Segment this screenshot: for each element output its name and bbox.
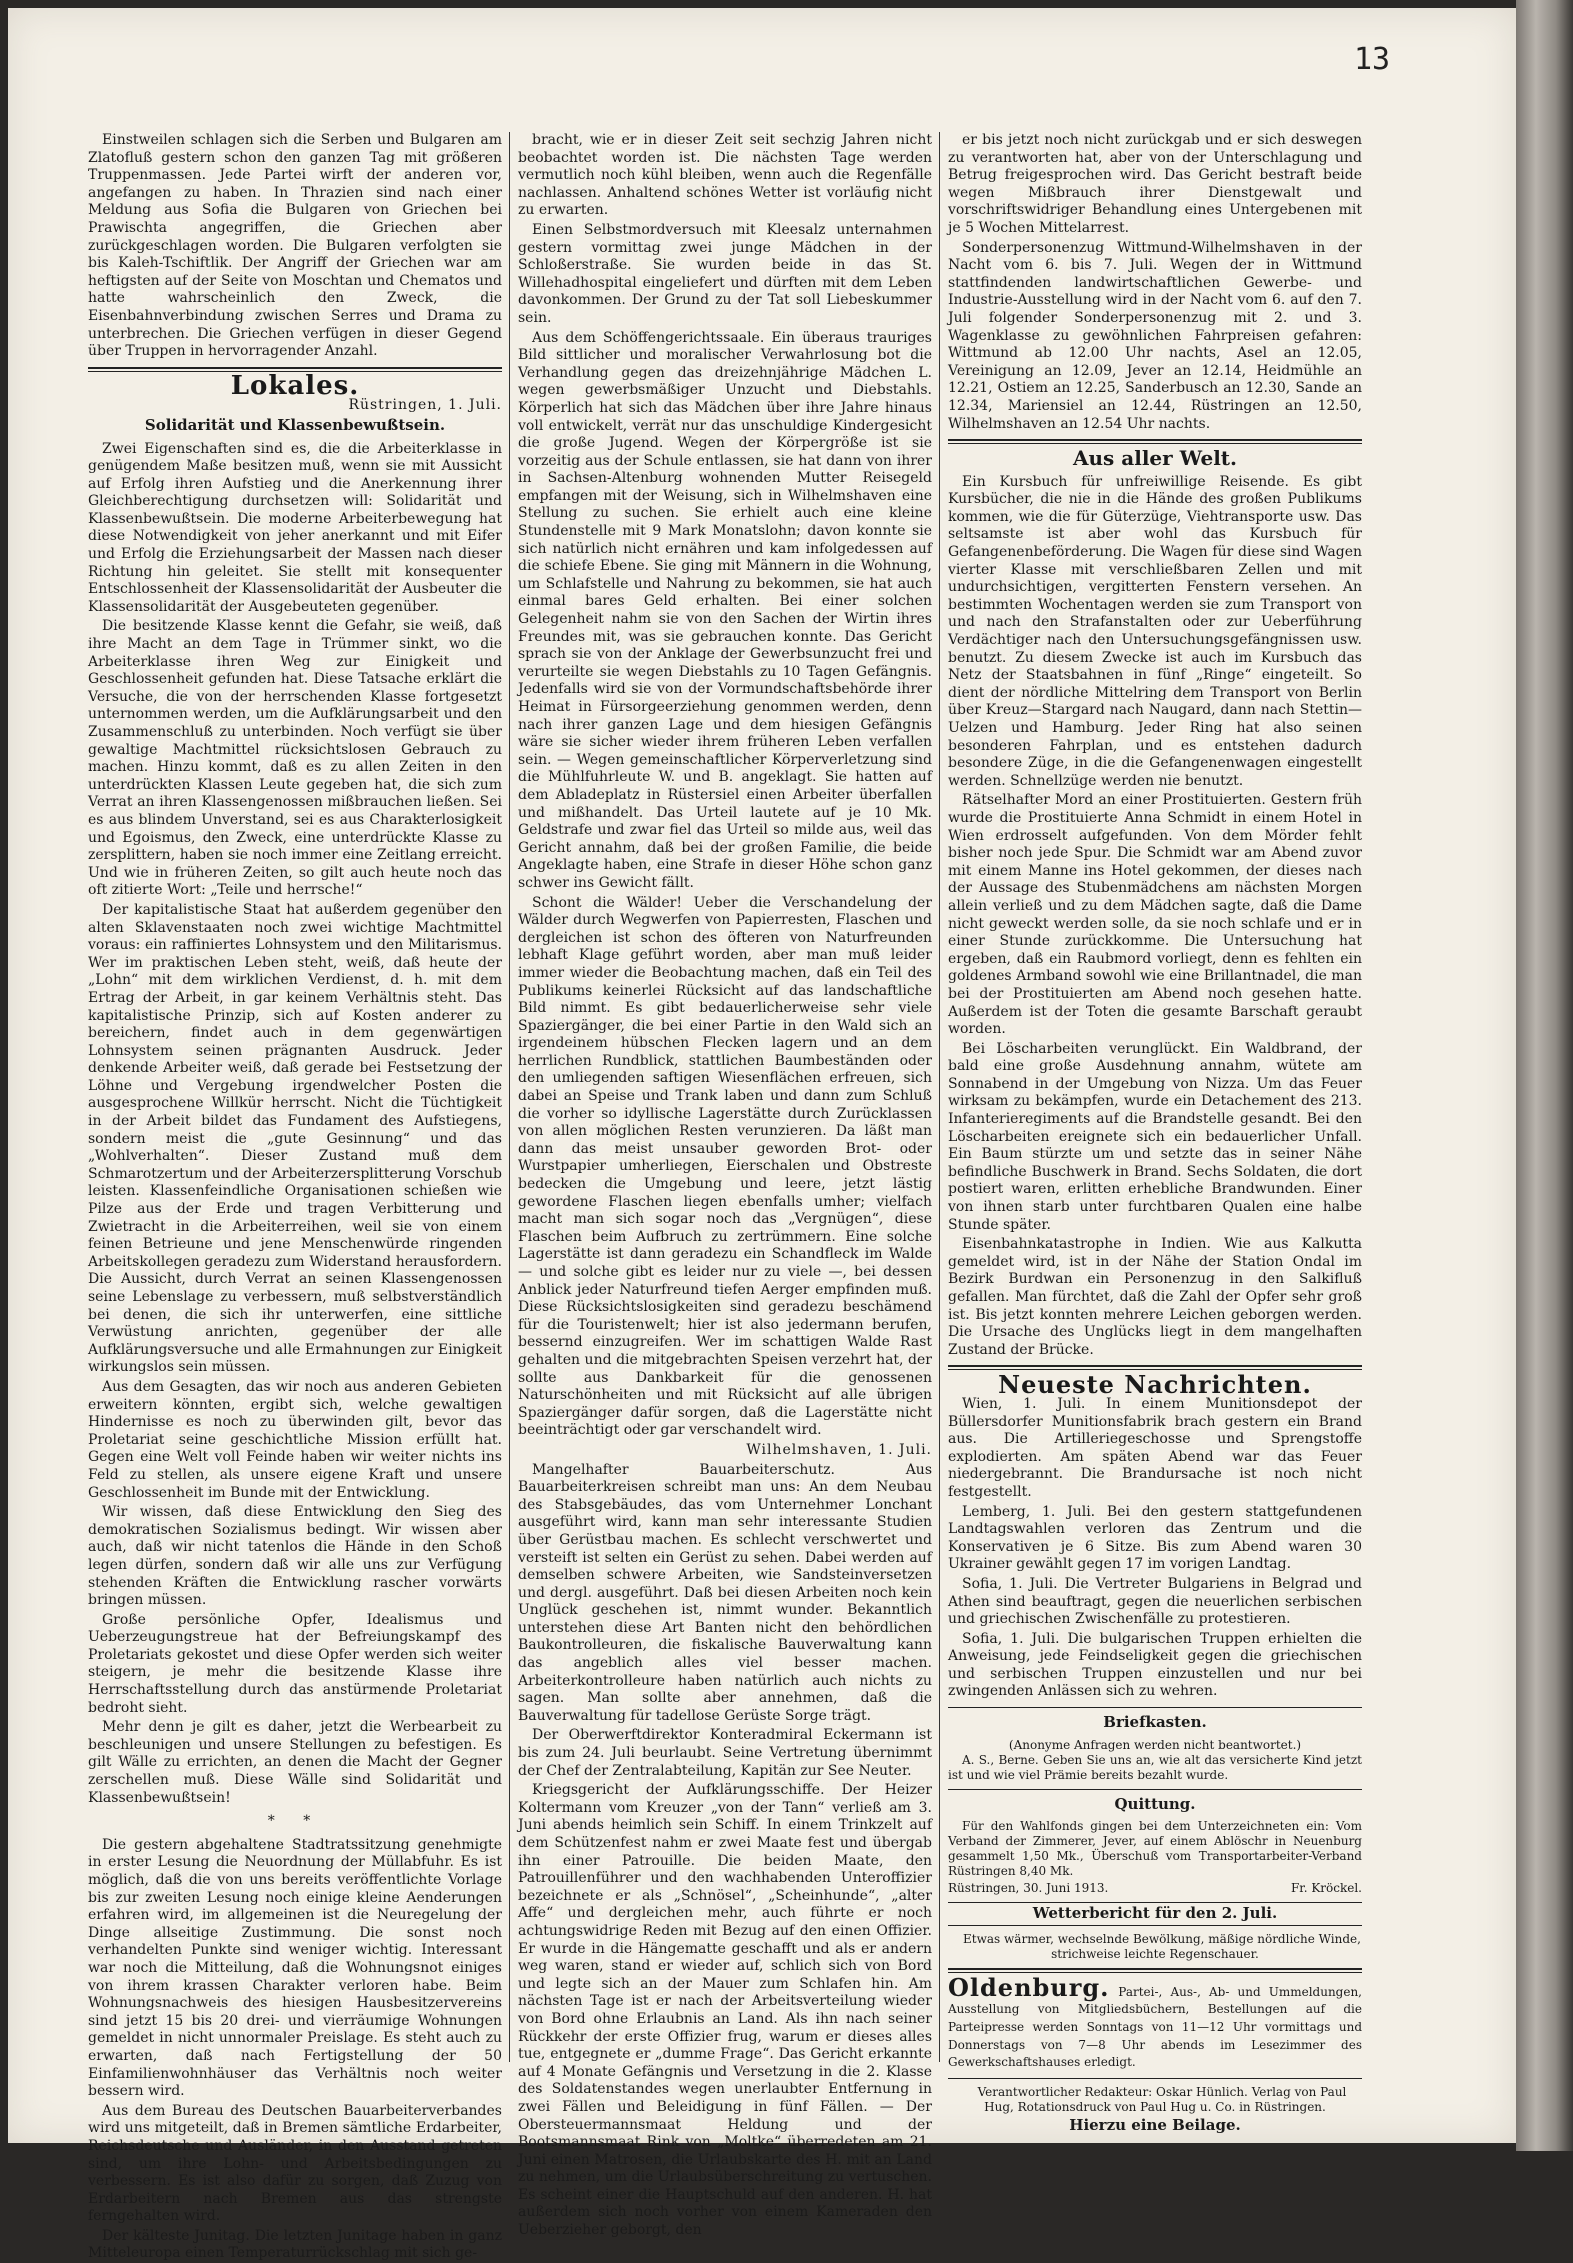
supplement-note: Hierzu eine Beilage. xyxy=(1069,2115,1241,2134)
columns xyxy=(88,132,1388,2262)
news-item-bauarbeiterschutz: Mangelhafter Bauarbeiterschutz. Aus Bauarbeiterkreisen schreibt man uns: An dem Neubau des Stabsgebäudes, das vom Unternehmer Lonchant ausgeführt wird, kann man sehr interessante Studien über Gerüstbau machen. Es schlecht verschwertet und versteift ist selten ein Gerüst zu sehen. Dabei werden auf demselben schwere Arbeiten, wie Sandsteinversetzen und dergl. ausgeführt. Daß bei diesen Arbeiten noch kein Unglück geschehen ist, nimmt wunder. Bekanntlich unterstehen diese Art Banten nicht den behördlichen Baukontrolleuren, die fiskalische Bauverwaltung kann das angeblich alles viel besser machen. Arbeiterkontrolleure haben natürlich auch nichts zu sagen. Man sollte aber annehmen, daß die Bauverwaltung für tadellose Gerüste Sorge trägt. xyxy=(518,1461,932,1724)
news-item-sofia: Sofia, 1. Juli. Die Vertreter Bulgariens in Belgrad und Athen sind beauftragt, gegen die neuerlichen serbischen und griechischen Zwischenfälle zu protestieren. xyxy=(948,1575,1362,1628)
news-item-bauarbeiter: Aus dem Bureau des Deutschen Bauarbeiterverbandes wird uns mitgeteilt, daß in Bremen sämtliche Erdarbeiter, Reichsdeutsche und Ausländer, in den Ausstand getreten sind, um ihre Lohn- und Arbeitsbedingungen zu verbessern. Es ist also dafür zu sorgen, daß Zuzug von Erdarbeitern nach Bremen aus das strengste ferngehalten wird. xyxy=(88,2102,502,2225)
news-item-lemberg: Lemberg, 1. Juli. Bei den gestern stattgefundenen Landtagswahlen verloren das Zentrum und die Konservativen je 6 Sitze. Bis zum Abend waren 30 Ukrainer gewählt gegen 17 im vorigen Landtag. xyxy=(948,1503,1362,1573)
column-1 xyxy=(88,132,502,2262)
section-heading-lokales: Lokales. xyxy=(230,370,360,401)
section-heading-neueste: Neueste Nachrichten. xyxy=(998,1370,1312,1400)
quittung-place: Rüstringen, 30. Juni 1913. xyxy=(948,1881,1109,1896)
article-paragraph: Aus dem Gesagten, das wir noch aus anderen Gebieten erweitern könnten, ergibt sich, welche gewaltigen Hindernisse es noch zu überwinden gilt, bevor das Proletariat seine geschichtliche Mission erfüllt hat. Gegen eine Welt voll Feinde haben wir weiter nichts ins Feld zu stellen, als unsere eigene Kraft und unsere Geschlossenheit im Bunde mit der Entwicklung. xyxy=(88,1378,502,1501)
news-item-continued: er bis jetzt noch nicht zurückgab und er sich deswegen zu verantworten hat, aber von der Unterschlagung und Betrug freigesprochen wird. Das Gericht bestraft beide wegen Mißbrauch ihrer Dienstgewalt und vorschriftswidriger Behandlung eines Untergebenen mit je 5 Wochen Mittelarrest. xyxy=(948,132,1362,236)
oldenburg-notice xyxy=(948,1972,1362,2072)
divider xyxy=(948,1707,1362,1708)
article-paragraph: Wir wissen, daß diese Entwicklung den Sieg des demokratischen Sozialismus bedingt. Wir wissen aber auch, daß wir nicht tatenlos die Hände in den Schoß legen dürfen, sondern daß wir alle uns zur Verfügung stehenden Kräften die Entwicklung rascher vorwärts bringen müssen. xyxy=(88,1504,502,1609)
separator-stars: * * xyxy=(267,1813,323,1830)
notice-text: Partei-, Aus-, Ab- und Ummeldungen, Ausstellung von Mitgliedsbüchern, Bestellungen auf die Parteipresse werden Sonntags von 11—12 Uhr vormittags und Donnerstags von 7—8 Uhr abends im Lesezimmer des Gewerkschaftshauses erledigt. xyxy=(948,1984,1362,2070)
news-item-kriegsgericht: Kriegsgericht der Aufklärungsschiffe. Der Heizer Koltermann vom Kreuzer „von der Tann“ verließ am 3. Juni abends heimlich sein Schiff. In einem Trinkzelt auf dem Schützenfest nahm er zwei Maate fest und übergab ihn einer Patrouille. Die beiden Maate, den Patrouillenführer und den wachhabenden Unteroffizier bezeichnete er als „Schnösel“, „Scheinhunde“, „alter Affe“ und dergleichen mehr, auch führte er noch achtungswidrige Reden mit Bezug auf den einen Offizier. Er wurde in die Hängematte geschafft und als er andern weg waren, stand er wieder auf, schlich sich von Bord und legte sich an der Mauer zum Schlafen hin. Am nächsten Tage ist er nach der Arbeitsverteilung wieder von Bord ohne Erlaubnis an Land. Als ihn nach seiner Rückkehr der erste Offizier frug, warum er dieses alles tue, entgegnete er „dumme Frage“. Das Gericht erkannte auf 4 Monate Gefängnis und Versetzung in die 2. Klasse des Soldatenstandes wegen unerlaubter Entfernung in zwei Fällen und Beleidigung in fünf Fällen. — Der Obersteuermannsmaat Heldung und der Bootsmannsmaat Rink von „Moltke“ überredeten am 21. Juni einen Matrosen, die Urlaubskarte des H. mit an Land zu nehmen, um die Urlaubsüberschreitung zu vertuschen. Es scheint einer die Hauptschuld auf den anderen. H. hat außerdem sich noch vorher von einem Kameraden den Ueberzieher geborgt, den xyxy=(518,1782,932,2239)
wetter-heading: Wetterbericht für den 2. Juli. xyxy=(948,1902,1362,1926)
quittung-signer: Fr. Kröckel. xyxy=(1290,1881,1362,1896)
news-item-continued: bracht, wie er in dieser Zeit seit sechzig Jahren nicht beobachtet worden ist. Die nächsten Tage werden vermutlich noch kühl bleiben, wenn auch die Regenfälle nachlassen. Anhaltend schönes Wetter ist vorläufig nicht zu erwarten. xyxy=(518,132,932,219)
page-number: 13 xyxy=(1354,42,1391,77)
wetter-text: Etwas wärmer, wechselnde Bewölkung, mäßige nördliche Winde, strichweise leichte Regenschauer. xyxy=(963,1931,1361,1961)
news-item-eckermann: Der Oberwerftdirektor Konteradmiral Eckermann ist bis zum 24. Juli beurlaubt. Seine Vertretung übernimmt der Chef der Zentralabteilung, Kapitän zur See Neuter. xyxy=(518,1727,932,1779)
briefkasten-heading: Briefkasten. xyxy=(1103,1713,1207,1732)
news-item-kursbuch: Ein Kursbuch für unfreiwillige Reisende. Es gibt Kursbücher, die nie in die Hände des großen Publikums kommen, wie die für Güterzüge, Viehtransporte usw. Das seltsamste ist aber wohl das Kursbuch für Gefangenenbeförderung. Die Wagen für diese sind Wagen vierter Klasse mit verschließbaren Zellen und mit undurchsichtigen, vergitterten Fenstern versehen. An bestimmten Wochentagen werden sie zum Transport von und nach den Strafanstalten oder zur Ueberführung Verdächtiger nach den Untersuchungsgefängnissen usw. benutzt. Zu diesem Zwecke ist auch im Kursbuch das Netz der Staatsbahnen in fünf „Ringe“ eingeteilt. So dient der nördliche Mittelring dem Transport von Berlin über Kreuz—Stargard nach Naugard, dann nach Stettin—Uelzen und Hamburg. Jeder Ring hat also seinen besonderen Fahrplan, und es entstehen dadurch besondere Züge, in die die Gefangenenwagen eingestellt werden. Schnellzüge werden nie benutzt. xyxy=(948,473,1362,789)
article-paragraph: Zwei Eigenschaften sind es, die die Arbeiterklasse in genügendem Maße besitzen muß, wenn sie mit Aussicht auf Erfolg ihren Aufstieg und die Anerkennung ihrer Gleichberechtigung durchsetzen will: Solidarität und Klassenbewußtsein. Die moderne Arbeiterbewegung hat diese Notwendigkeit von jeher anerkannt und mit Eifer und Erfolg die Erziehungsarbeit der Massen nach dieser Richtung hin geleitet. Sie stellt mit konsequenter Entschlossenheit der Klassensolidarität der Ausbeuter die Klassensolidarität der Ausgebeuteten gegenüber. xyxy=(88,440,502,615)
news-item-sonderzug: Sonderpersonenzug Wittmund-Wilhelmshaven in der Nacht vom 6. bis 7. Juli. Wegen der in Wittmund stattfindenden landwirtschaftlichen Gewerbe- und Industrie-Ausstellung wird in der Nacht vom 6. auf den 7. Juli folgender Sonderpersonenzug mit 2. und 3. Wagenklasse zu gewöhnlichen Fahrpreisen gefahren: Wittmund ab 12.00 Uhr nachts, Asel an 12.05, Vereinigung an 12.09, Jever an 12.14, Heidmühle an 12.21, Ostiem an 12.25, Sanderbusch an 12.30, Sande an 12.34, Mariensiel an 12.44, Rüstringen an 12.50, Wilhelmshaven an 12.54 Uhr nachts. xyxy=(948,239,1362,432)
section-heading-welt: Aus aller Welt. xyxy=(1072,446,1237,471)
column-2 xyxy=(518,132,932,2239)
balkan-report: Einstweilen schlagen sich die Serben und Bulgaren am Zlatofluß gestern schon den ganzen Tag mit größeren Truppenmassen. Jede Partei wirft der anderen vor, angefangen zu haben. In Thrazien sind nach einer Meldung aus Sofia die Bulgaren von Griechen bei Prawischta angegriffen, die Griechen aber zurückgeschlagen worden. Die Bulgaren verfolgten sie bis Kaleh-Tschiftlik. Der Angriff der Griechen war am heftigsten auf der Seite von Moschtan und Chematos und hatte wahrscheinlich den Zweck, die Eisenbahnverbindung zwischen Serres und Drama zu unterbrechen. Die Griechen verfügen in dieser Gegend über Truppen in hervorragender Anzahl. xyxy=(88,132,502,360)
article-paragraph: Mehr denn je gilt es daher, jetzt die Werbearbeit zu beschleunigen und unsere Stellungen zu befestigen. Es gilt Wälle zu errichten, an denen die Macht der Gegner zerschellen muß. Diese Wälle sind Solidarität und Klassenbewußtsein! xyxy=(88,1719,502,1806)
column-rule xyxy=(509,132,510,2062)
imprint: Verantwortlicher Redakteur: Oskar Hünlich. Verlag von Paul Hug, Rotationsdruck von Paul Hug u. Co. in Rüstringen. xyxy=(977,2084,1347,2114)
news-item-wien: Wien, 1. Juli. In einem Munitionsdepot der Büllersdorfer Munitionsfabrik brach gestern ein Brand aus. Die Artilleriegeschosse und Sprengstoffe explodierten. Am späten Abend war das Feuer niedergebrannt. Die Brandursache ist noch nicht festgestellt. xyxy=(948,1395,1362,1500)
quittung-signature xyxy=(948,1881,1362,1896)
news-item-waelder: Schont die Wälder! Ueber die Verschandelung der Wälder durch Wegwerfen von Papierresten, Flaschen und dergleichen ist schon des öfteren von Naturfreunden lebhaft Klage geführt worden, aber man muß leider immer wieder die Beobachtung machen, daß ein Teil des Publikums keinerlei Rücksicht auf das landschaftliche Bild nimmt. Es gibt bedauerlicherweise sehr viele Spaziergänger, die bei einer Partie in den Wald sich an irgendeinem hübschen Flecken lagern und an dem herrlichen Rundblick, stattlichen Baumbeständen oder den umliegenden saftigen Wiesenflächen erfreuen, sich dabei an Speise und Trank laben und dann zum Schluß die vorher so idyllische Lagerstätte durch Zurücklassen von allen möglichen Resten verunzieren. Da läßt man dann das meist unsauber geworden Brot- oder Wurstpapier umherliegen, Eierschalen und Obstreste bedecken die Umgebung und leere, jetzt lästig gewordene Flaschen liegen ebenfalls umher; vielfach macht man sich sogar noch das „Vergnügen“, diese Flaschen beim Aufbruch zu zertrümmern. Eine solche Lagerstätte ist dann geradezu ein Schandfleck im Walde — und solche gibt es leider nur zu viele —, bei dessen Anblick jeder Naturfreund tiefen Aerger empfinden muß. Diese Rücksichtslosigkeiten sind geradezu beschämend für die Touristenwelt; hier ist also jedermann berufen, bessernd einzugreifen. Wer im schattigen Walde Rast gehalten und die mitgebrachten Speisen verzehrt hat, der sollte aus Dankbarkeit für die genossenen Naturschönheiten und mit Rücksicht auf alle übrigen Spaziergänger dafür sorgen, daß die Lagerstätte nicht beeinträchtigt oder gar verschandelt wird. xyxy=(518,894,932,1439)
quittung-heading: Quittung. xyxy=(1114,1794,1196,1813)
column-rule xyxy=(939,132,940,2062)
newspaper-page xyxy=(8,8,1516,2262)
news-item-selbstmord: Einen Selbstmordversuch mit Kleesalz unternahmen gestern vormittag zwei junge Mädchen in der Schloßerstraße. Sie wurden beide in das St. Willehadhospital eingeliefert und dürften mit dem Leben davonkommen. Der Grund zu der Tat soll Liebeskummer sein. xyxy=(518,221,932,326)
article-heading: Solidarität und Klassenbewußtsein. xyxy=(144,415,446,434)
news-item-indien: Eisenbahnkatastrophe in Indien. Wie aus Kalkutta gemeldet wird, ist in der Nähe der Station Ondal im Bezirk Burdwan ein Personenzug in den Salkifluß gefallen. Man fürchtet, daß die Zahl der Opfer sehr groß ist. Bis jetzt konnten mehrere Leichen geborgen werden. Die Ursache des Unglücks liegt in dem mangelhaften Zustand der Brücke. xyxy=(948,1236,1362,1358)
news-item-sofia: Sofia, 1. Juli. Die bulgarischen Truppen erhielten die Anweisung, jede Feindseligkeit gegen die griechischen und serbischen Truppen einzustellen und nur bei zwingenden Anlässen sich zu wehren. xyxy=(948,1630,1362,1700)
divider xyxy=(948,1789,1362,1790)
quittung-text: Für den Wahlfonds gingen bei dem Unterzeichneten ein: Vom Verband der Zimmerer, Jever, auf einem Ablöschr in Neuenburg gesammelt 1,50 Mk., Überschuß vom Transportarbeiter-Verband Rüstringen 8,40 Mk. xyxy=(948,1819,1362,1879)
news-item-junitag: Der kälteste Junitag. Die letzten Junitage haben in ganz Mitteleuropa einen Temperaturrückschlag mit sich ge- xyxy=(88,2227,502,2262)
section-rule xyxy=(948,439,1362,444)
book-binding-edge xyxy=(1516,0,1573,2151)
news-item-stadtrat: Die gestern abgehaltene Stadtratssitzung genehmigte in erster Lesung die Neuordnung der Müllabfuhr. Es ist möglich, daß die von uns bereits veröffentlichte Vorlage bis zur zweiten Lesung noch einige kleine Aenderungen erfahren wird, im allgemeinen ist die Neuregelung der Dinge allseitige Zustimmung. Die sonst noch verhandelten Punkte sind weniger wichtig. Interessant war noch die Mitteilung, daß die Wohnungsnot einiges von ihrem krassen Charakter verloren habe. Beim Wohnungsnachweis des hiesigen Hausbesitzervereins sind jetzt 15 bis 20 drei- und vierräumige Wohnungen gemeldet in nicht unnormaler Preislage. Es steht auch zu erwarten, daß nach Fertigstellung der 50 Einfamilienwohnhäuser das Verhältnis noch weiter bessern wird. xyxy=(88,1836,502,2100)
news-item-mord: Rätselhafter Mord an einer Prostituierten. Gestern früh wurde die Prostituierte Anna Schmidt in einem Hotel in Wien erdrosselt aufgefunden. Von dem Mörder fehlt bisher noch jede Spur. Die Schmidt war am Abend zuvor mit einem Manne ins Hotel gekommen, der dieses nach der Aussage des Stubenmädchens am nächsten Morgen allein verließ und zu dem Mädchen sagte, daß die Dame nicht geweckt werden solle, da sie noch schlafe und er in einer Stunde zurückkomme. Die Untersuchung hat ergeben, daß ein Raubmord vorliegt, denn es fehlten ein goldenes Armband sowohl wie eine Brillantnadel, die man bei der Prostituierten am Abend noch gesehen hatte. Außerdem ist der Toten die gesamte Barschaft geraubt worden. xyxy=(948,792,1362,1038)
article-paragraph: Der kapitalistische Staat hat außerdem gegenüber den alten Sklavenstaaten noch zwei wichtige Machtmittel voraus: ein raffiniertes Lohnsystem und den Militarismus. Wer im praktischen Leben steht, weiß, daß heute der „Lohn“ mit dem wirklichen Verdienst, d. h. mit dem Ertrag der Arbeit, in gar keinem Verhältnis steht. Das kapitalistische Prinzip, sich auf Kosten anderer zu bereichern, findet auch in dem gegenwärtigen Lohnsystem seinen prägnanten Ausdruck. Jeder denkende Arbeiter weiß, daß gerade bei Festsetzung der Löhne und Vergebung irgendwelcher Posten die ausgesprochene Willkür herrscht. Nicht die Tüchtigkeit in der Arbeit bildet das Fundament des Aufstiegens, sondern meist die „gute Gesinnung“ und das „Wohlverhalten“. Dieser Zustand muß dem Schmarotzertum und der Arbeiterzersplitterung Vorschub leisten. Klassenfeindliche Organisationen schießen wie Pilze aus der Erde und tragen Verbitterung und Zwietracht in die Arbeiterreihen, weil sie von einem feinen Betrieune und jene Menschenwürde ringenden Arbeitskollegen geradezu zum Widerstand herausfordern. Die Aussicht, durch Verrat an seinen Klassengenossen seine Lebenslage zu verbessern, muß selbstverständlich bei denen, die sich ihr unterwerfen, eine sittliche Verwüstung anrichten, gegenüber der alle Aufklärungsversuche und alle Ermahnungen zur Einigkeit wirkungslos sein müssen. xyxy=(88,901,502,1376)
briefkasten-text: A. S., Berne. Geben Sie uns an, wie alt das versicherte Kind jetzt ist und wie viel Prämie bereits bezahlt wurde. xyxy=(948,1752,1362,1782)
divider xyxy=(948,2078,1362,2079)
notice-title: Oldenburg. xyxy=(948,1972,1110,2002)
column-3 xyxy=(948,132,1362,2134)
news-item-schoeffengericht: Aus dem Schöffengerichtssaale. Ein überaus trauriges Bild sittlicher und moralischer Verwahrlosung bot die Verhandlung gegen das dreizehnjährige Mädchen L. wegen gewerbsmäßiger Unzucht und Diebstahls. Körperlich hat sich das Mädchen über ihre Jahre hinaus voll entwickelt, verrät nur das unschuldige Kindergesicht die große Jugend. Wegen der Körpergröße ist sie vorzeitig aus der Schule entlassen, sie hat dann von ihrer in Sachsen-Altenburg wohnenden Mutter Reisegeld empfangen mit der Weisung, sich in Wilhelmshaven eine Stellung zu suchen. Sie erhielt auch eine kleine Stundenstelle mit 9 Mark Monatslohn; davon konnte sie sich natürlich nicht ernähren und kam infolgedessen auf die schiefe Ebene. Sie ging mit Männern in die Wohnung, um Schlafstelle und Nahrung zu bekommen, sie hat auch einmal bares Geld erhalten. Bei einer solchen Gelegenheit nahm sie von den Sachen der Wirtin ihres Freundes mit, was sie gebrauchen konnte. Das Gericht sprach sie von der Anklage der Gewerbsunzucht frei und verurteilte sie wegen Diebstahls zu 10 Tagen Gefängnis. Jedenfalls wird sie von der Vormundschaftsbehörde ihrer Heimat in Fürsorgeerziehung genommen werden, denn nach ihrer ganzen Lage und dem hiesigen Gefängnis wäre sie sicher wieder ihrem früheren Leben verfallen sein. — Wegen gemeinschaftlicher Körperverletzung sind die Mühlfuhrleute W. und B. angeklagt. Sie hatten auf dem Abladeplatz in Rüstersiel einen Arbeiter überfallen und mißhandelt. Das Urteil lautete auf je 10 Mk. Geldstrafe und zwar fiel das Urteil so milde aus, weil das Gericht annahm, daß bei der großen Familie, die beide Angeklagte haben, eine Strafe in dieser Höhe schon ganz schwer ins Gewicht fällt. xyxy=(518,329,932,891)
article-paragraph: Große persönliche Opfer, Idealismus und Ueberzeugungstreue hat der Befreiungskampf des Proletariats gekostet und diese Opfer werden sich weiter steigern, je mehr die besitzende Klasse ihre Herrschaftsstellung durch das anstürmende Proletariat bedroht sieht. xyxy=(88,1611,502,1716)
article-paragraph: Die besitzende Klasse kennt die Gefahr, sie weiß, daß ihre Macht an dem Tage in Trümmer sinkt, wo die Arbeiterklasse ihren Weg zur Einigkeit und Geschlossenheit gefunden hat. Diese Tatsache erklärt die Versuche, die von der herrschenden Klasse fortgesetzt unternommen werden, um die Aufklärungsarbeit und den Zusammenschluß zu unterbinden. Noch verfügt sie über gewaltige Machtmittel rücksichtslosen Gebrauch zu machen. Hinzu kommt, daß es zu allen Zeiten in den unterdrückten Klassen Leute gegeben hat, die sich zum Verrat an ihren Klassengenossen mißbrauchen ließen. Sei es aus blindem Unverstand, sei es aus Charakterlosigkeit und Egoismus, den Zweck, eine unterdrückte Klasse zu zersplittern, haben sie noch immer eine Zeitlang erreicht. Und wie in früheren Zeiten, so gilt auch heute noch das oft zitierte Wort: „Teile und herrsche!“ xyxy=(88,618,502,899)
dateline: Wilhelmshaven, 1. Juli. xyxy=(746,1441,932,1458)
news-item-loescharbeiten: Bei Löscharbeiten verunglückt. Ein Waldbrand, der bald eine große Ausdehnung annahm, wütete am Sonnabend in der Umgebung von Nizza. Um das Feuer wirksam zu bekämpfen, wurde ein Detachement des 213. Infanterieregiments auf die Brandstelle gesandt. Bei den Löscharbeiten ereignete sich ein bedauerlicher Unfall. Ein Baum stürzte um und setzte das in seiner Nähe befindliche Buschwerk in Brand. Sechs Soldaten, die dort postiert waren, erlitten erhebliche Brandwunden. Einer von ihnen starb unter furchtbaren Qualen eine halbe Stunde später. xyxy=(948,1040,1362,1233)
dateline: Rüstringen, 1. Juli. xyxy=(348,397,502,414)
briefkasten-note: (Anonyme Anfragen werden nicht beantwortet.) xyxy=(1008,1737,1302,1752)
